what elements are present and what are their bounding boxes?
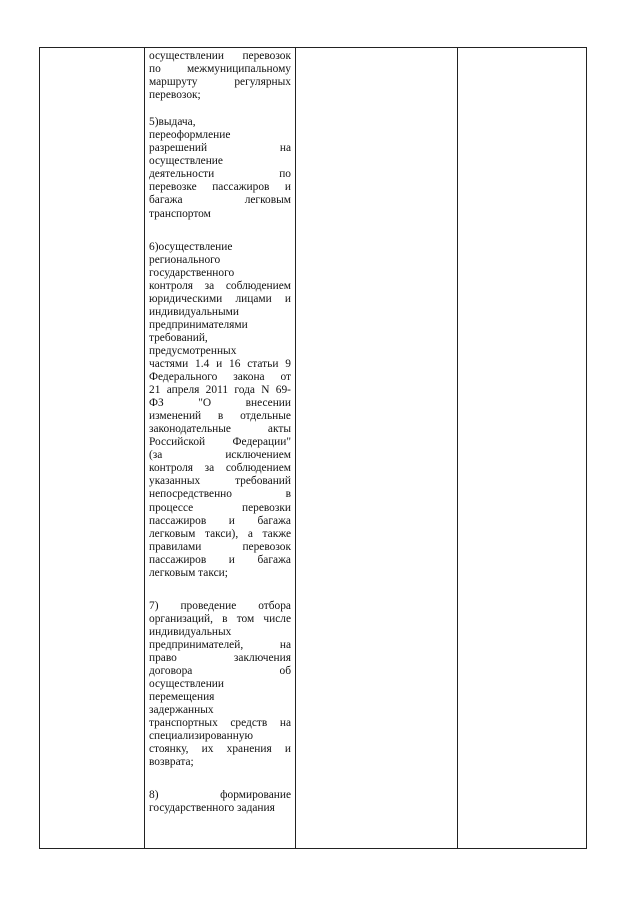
table-cell-col2 <box>145 48 296 849</box>
text-line: маршруту регулярных <box>149 76 291 89</box>
table-cell-col4 <box>458 48 587 849</box>
text-line: Федерального закона от <box>149 371 291 384</box>
text-line: организаций, в том числе <box>149 612 291 625</box>
text-line: юридическими лицами и <box>149 292 291 305</box>
text-line: по межмуниципальному <box>149 63 291 76</box>
text-line: законодательные акты <box>149 423 291 436</box>
text-line: пассажиров и багажа <box>149 553 291 566</box>
text-line: легковым такси; <box>149 566 228 579</box>
text-line: специализированную <box>149 730 254 743</box>
text-line: осуществлении <box>149 678 224 691</box>
text-line: 5)выдача, <box>149 116 196 129</box>
text-line: осуществлении перевозок <box>149 50 291 62</box>
text-line: (за исключением <box>149 449 291 462</box>
text-line: 8) формирование <box>149 789 291 802</box>
text-line: контроля за соблюдением <box>149 279 291 292</box>
text-line: 7) проведение отбора <box>149 599 291 612</box>
table-cell-col3 <box>296 48 458 849</box>
text-line: деятельности по <box>149 168 291 181</box>
text-line: правилами перевозок <box>149 540 291 553</box>
text-line: частями 1.4 и 16 статьи 9 <box>149 357 291 370</box>
text-line: переоформление <box>149 129 231 142</box>
text-line: государственного <box>149 266 235 279</box>
text-line: индивидуальными <box>149 305 239 318</box>
text-line: разрешений на <box>149 142 291 155</box>
text-line: регионального <box>149 253 221 266</box>
text-line: предпринимателей, на <box>149 638 291 651</box>
text-line: индивидуальных <box>149 625 232 638</box>
text-line: процессе перевозки <box>149 501 291 514</box>
table-row <box>40 48 587 849</box>
paragraph-item-5 <box>149 116 291 220</box>
text-line: ФЗ "О внесении <box>149 397 291 410</box>
text-line: транспортом <box>149 207 211 220</box>
text-line: право заключения <box>149 651 291 664</box>
paragraph-item-8 <box>149 789 291 815</box>
paragraph-item-6 <box>149 241 291 580</box>
text-line: требований, <box>149 331 208 344</box>
text-line: перевозок; <box>149 89 201 102</box>
text-line: перевозке пассажиров и <box>149 181 291 194</box>
text-line: 21 апреля 2011 года N 69- <box>149 384 291 397</box>
text-line: перемещения <box>149 691 215 704</box>
text-line: осуществление <box>149 155 223 168</box>
text-line: легковым такси), а также <box>149 527 291 540</box>
cell-text-col2 <box>145 48 295 815</box>
text-line: указанных требований <box>149 475 291 488</box>
text-line: багажа легковым <box>149 194 291 207</box>
text-line: договора об <box>149 665 291 678</box>
text-line: транспортных средств на <box>149 717 291 730</box>
paragraph-intro <box>149 50 291 102</box>
text-line: предпринимателями <box>149 318 248 331</box>
text-line: пассажиров и багажа <box>149 514 291 527</box>
text-line: предусмотренных <box>149 344 237 357</box>
text-line: Российской Федерации" <box>149 436 291 449</box>
text-line: государственного задания <box>149 802 275 815</box>
text-line: возврата; <box>149 756 194 769</box>
text-line: стоянку, их хранения и <box>149 743 291 756</box>
text-line: задержанных <box>149 704 214 717</box>
paragraph-item-7 <box>149 600 291 770</box>
table-cell-col1 <box>40 48 145 849</box>
document-table <box>39 47 587 849</box>
text-line: непосредственно в <box>149 488 291 501</box>
text-line: 6)осуществление <box>149 240 233 253</box>
text-line: изменений в отдельные <box>149 410 291 423</box>
text-line: контроля за соблюдением <box>149 462 291 475</box>
